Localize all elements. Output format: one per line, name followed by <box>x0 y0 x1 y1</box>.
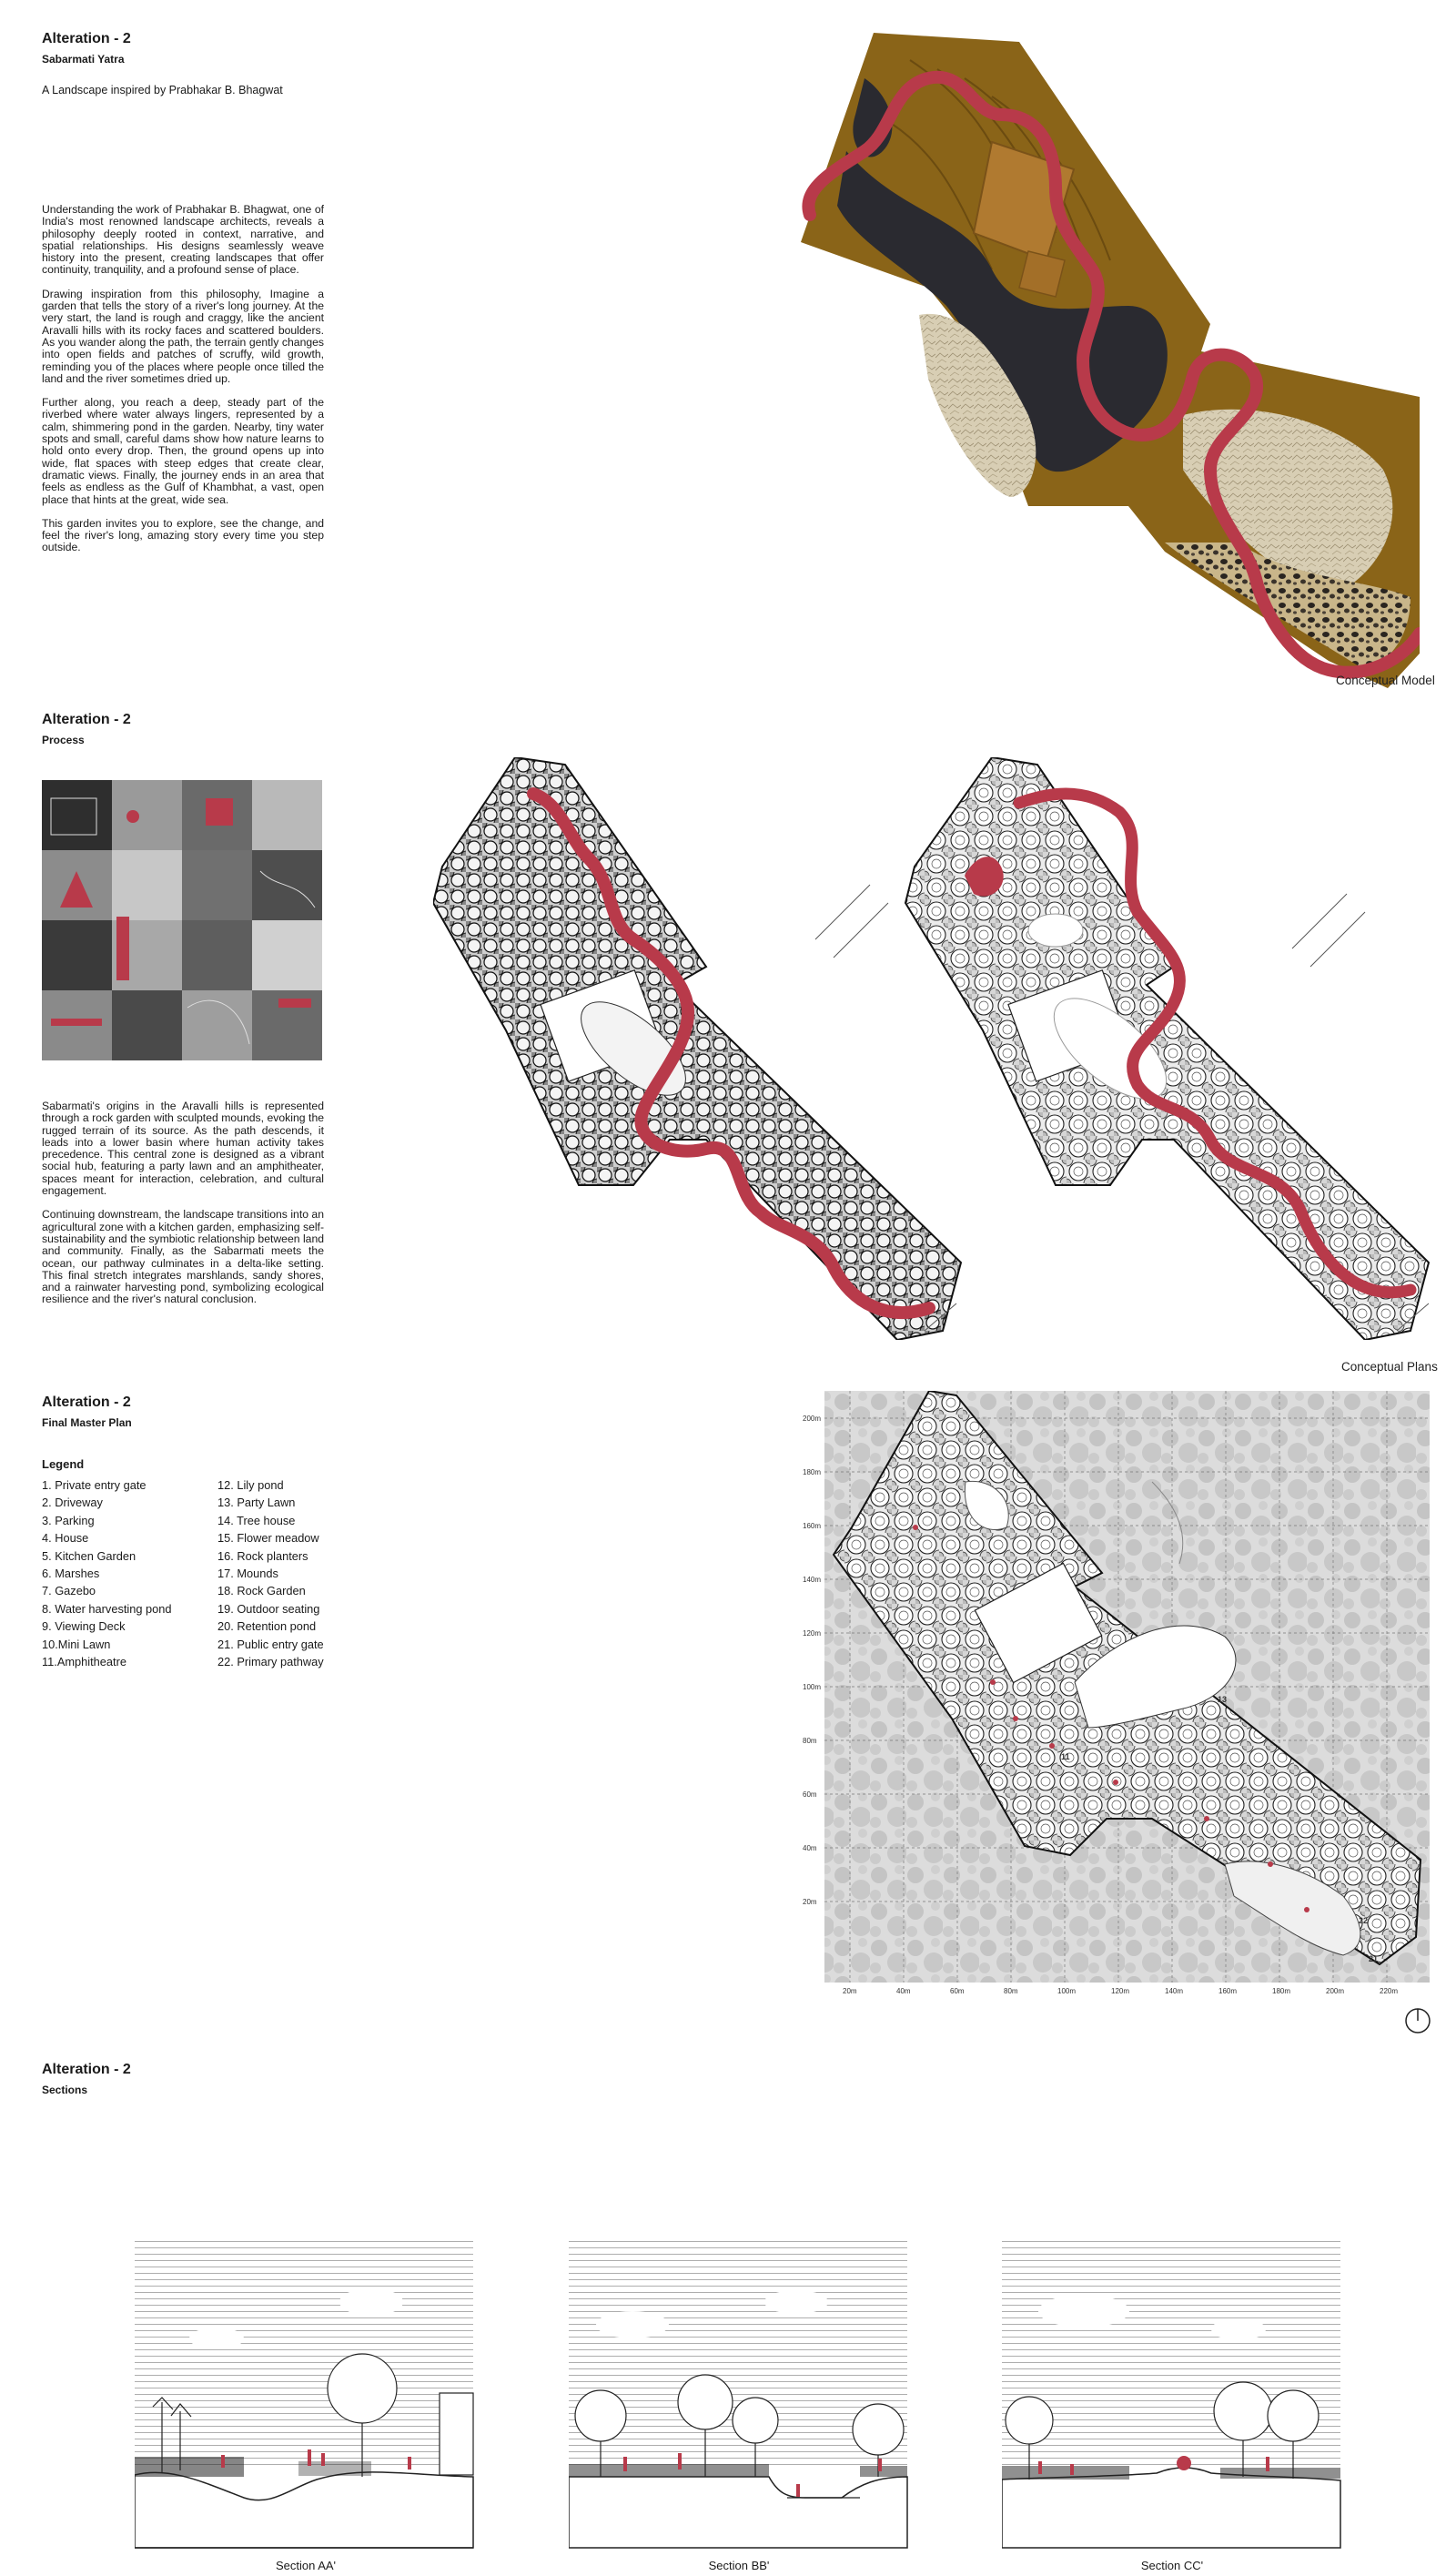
legend-item: 20. Retention pond <box>217 1619 317 1634</box>
legend-item: 2. Driveway <box>42 1496 103 1510</box>
y-tick-label: 60m <box>803 1790 817 1799</box>
legend-item: 8. Water harvesting pond <box>42 1601 172 1616</box>
legend-item: 19. Outdoor seating <box>217 1601 320 1616</box>
intro-paragraph: This garden invites you to explore, see the change, and feel the river's long, amazing story every time you step outside. <box>42 516 324 554</box>
legend-item: 10.Mini Lawn <box>42 1637 111 1651</box>
legend-item: 14. Tree house <box>217 1513 296 1527</box>
x-tick-label: 180m <box>1272 1987 1291 1995</box>
y-tick-label: 20m <box>803 1898 817 1906</box>
legend-item: 22. Primary pathway <box>217 1655 324 1669</box>
masterplan-subtitle: Final Master Plan <box>42 1416 132 1429</box>
legend-item: 3. Parking <box>42 1513 95 1527</box>
y-tick-label: 160m <box>803 1522 822 1530</box>
section-drawing-aa <box>135 2238 476 2552</box>
legend-item: 18. Rock Garden <box>217 1584 306 1598</box>
legend-item: 13. Party Lawn <box>217 1496 296 1510</box>
y-axis-ticks <box>803 1415 821 1906</box>
x-tick-label: 200m <box>1326 1987 1345 1995</box>
x-tick-label: 20m <box>843 1987 857 1995</box>
y-tick-label: 40m <box>803 1844 817 1852</box>
intro-subtitle: Sabarmati Yatra <box>42 53 125 66</box>
north-arrow-icon <box>1403 2006 1432 2035</box>
x-tick-label: 140m <box>1165 1987 1184 1995</box>
x-tick-label: 220m <box>1380 1987 1399 1995</box>
legend-title: Legend <box>42 1457 85 1471</box>
intro-paragraph: Understanding the work of Prabhakar B. Bhagwat, one of India's most renowned landscape architects, reveals a philosophy deeply rooted in context, narrative, and spatial relationships. His designs seamlessly weave history into the present, creating landscapes that offer continuity, tranquility, and a profound sense of place. <box>42 203 324 277</box>
conceptual-model-image <box>783 33 1420 688</box>
legend-item: 1. Private entry gate <box>42 1478 147 1492</box>
x-tick-label: 160m <box>1218 1987 1238 1995</box>
conceptual-plan-right <box>901 757 1438 1340</box>
y-tick-label: 120m <box>803 1629 822 1638</box>
sections-heading <box>42 2062 131 2096</box>
legend-item: 21. Public entry gate <box>217 1637 324 1651</box>
y-tick-label: 100m <box>803 1683 822 1691</box>
masterplan-title: Alteration - 2 <box>42 1394 131 1410</box>
y-tick-label: 200m <box>803 1415 822 1423</box>
legend-item: 4. House <box>42 1531 89 1546</box>
y-tick-label: 80m <box>803 1737 817 1745</box>
plan-lawn <box>1028 914 1083 947</box>
sections-subtitle: Sections <box>42 2084 88 2096</box>
conceptual-plans-caption: Conceptual Plans <box>1341 1360 1438 1374</box>
legend-item: 5. Kitchen Garden <box>42 1548 136 1563</box>
x-axis-ticks <box>843 1987 1398 1995</box>
x-tick-label: 40m <box>896 1987 911 1995</box>
process-subtitle: Process <box>42 734 85 746</box>
y-tick-label: 140m <box>803 1576 822 1584</box>
legend-item: 9. Viewing Deck <box>42 1619 126 1634</box>
plan-outline <box>905 757 1429 1340</box>
x-tick-label: 120m <box>1111 1987 1130 1995</box>
plan-label: 11 <box>1061 1752 1070 1761</box>
x-tick-label: 100m <box>1057 1987 1077 1995</box>
legend-item: 7. Gazebo <box>42 1584 96 1598</box>
section-caption-bb: Section BB' <box>708 2559 770 2572</box>
legend-item: 16. Rock planters <box>217 1548 308 1563</box>
intro-title: Alteration - 2 <box>42 31 131 46</box>
intro-text-block <box>42 31 324 566</box>
collage-tiles <box>42 780 322 1060</box>
intro-paragraphs <box>42 204 324 554</box>
process-paragraph: Sabarmati's origins in the Aravalli hills is represented through a rock garden with sculpted mounds, evoking the rugged terrain of its source. As the path descends, it leads into a lower basin where human activity takes precedence. This central zone is designed as a vibrant social hub, featuring a party lawn and an amphitheater, spaces meant for interaction, celebration, and cultural engagement. <box>42 1100 324 1198</box>
conceptual-plan-left <box>433 757 970 1340</box>
legend-item: 11.Amphitheatre <box>42 1655 126 1669</box>
section-caption-cc: Section CC' <box>1140 2559 1204 2572</box>
intro-tagline: A Landscape inspired by Prabhakar B. Bhagwat <box>42 84 283 96</box>
legend-item: 15. Flower meadow <box>217 1531 319 1546</box>
process-title: Alteration - 2 <box>42 712 131 727</box>
process-collage-image <box>42 780 322 1060</box>
section-caption-aa: Section AA' <box>275 2559 337 2572</box>
legend-item: 6. Marshes <box>42 1567 100 1581</box>
plan-label: 13 <box>1218 1695 1228 1704</box>
legend-item: 17. Mounds <box>217 1567 278 1581</box>
legend-column-2 <box>217 1476 324 1670</box>
process-text-block <box>42 1100 324 1318</box>
intro-paragraph: Further along, you reach a deep, steady part of the riverbed where water always lingers, represented by a calm, shimmering pond in the garden. Nearby, tiny water spots and small, careful dams show how nature learns to hold onto every drop. Then, the ground opens up into wide, flat spaces with steep edges that create clear, dramatic views. Finally, the journey ends in an area that feels as endless as the Gulf of Khambhat, a vast, open place that hints at the great, wide sea. <box>42 396 324 506</box>
intro-paragraph: Drawing inspiration from this philosophy, Imagine a garden that tells the story of a river's long journey. At the very start, the land is rough and craggy, like the ancient Aravalli hills with its rocky faces and scattered boulders. As you wander along the path, the terrain gently changes into open fields and patches of scruffy, wild growth, reminding you of the places where people once tilled the land and the river sometimes dried up. <box>42 287 324 385</box>
x-tick-label: 60m <box>950 1987 965 1995</box>
process-heading <box>42 712 131 746</box>
legend-item: 12. Lily pond <box>217 1478 284 1492</box>
conceptual-model-caption: Conceptual Model <box>1336 674 1435 687</box>
section-drawing-cc <box>1002 2238 1343 2552</box>
x-tick-label: 80m <box>1004 1987 1018 1995</box>
legend-column-1 <box>42 1476 172 1670</box>
plan-label: 21 <box>1369 1954 1379 1963</box>
process-paragraph: Continuing downstream, the landscape transitions into an agricultural zone with a kitchen garden, emphasizing self-sustainability and the symbiotic relationship between land and community. Finally, as the Sabarmati meets the ocean, our pathway culminates in a delta-like setting. This final stretch integrates marshlands, sandy shores, and a rainwater harvesting pond, symbolizing ecological resilience and the river's natural conclusion. <box>42 1208 324 1306</box>
masterplan-heading <box>42 1394 132 1429</box>
y-tick-label: 180m <box>803 1468 822 1476</box>
plan-outline <box>433 757 961 1340</box>
plan-label: 22 <box>1359 1916 1369 1925</box>
master-plan-drawing <box>797 1391 1434 1996</box>
section-drawing-bb <box>569 2238 910 2552</box>
sections-title: Alteration - 2 <box>42 2062 131 2077</box>
